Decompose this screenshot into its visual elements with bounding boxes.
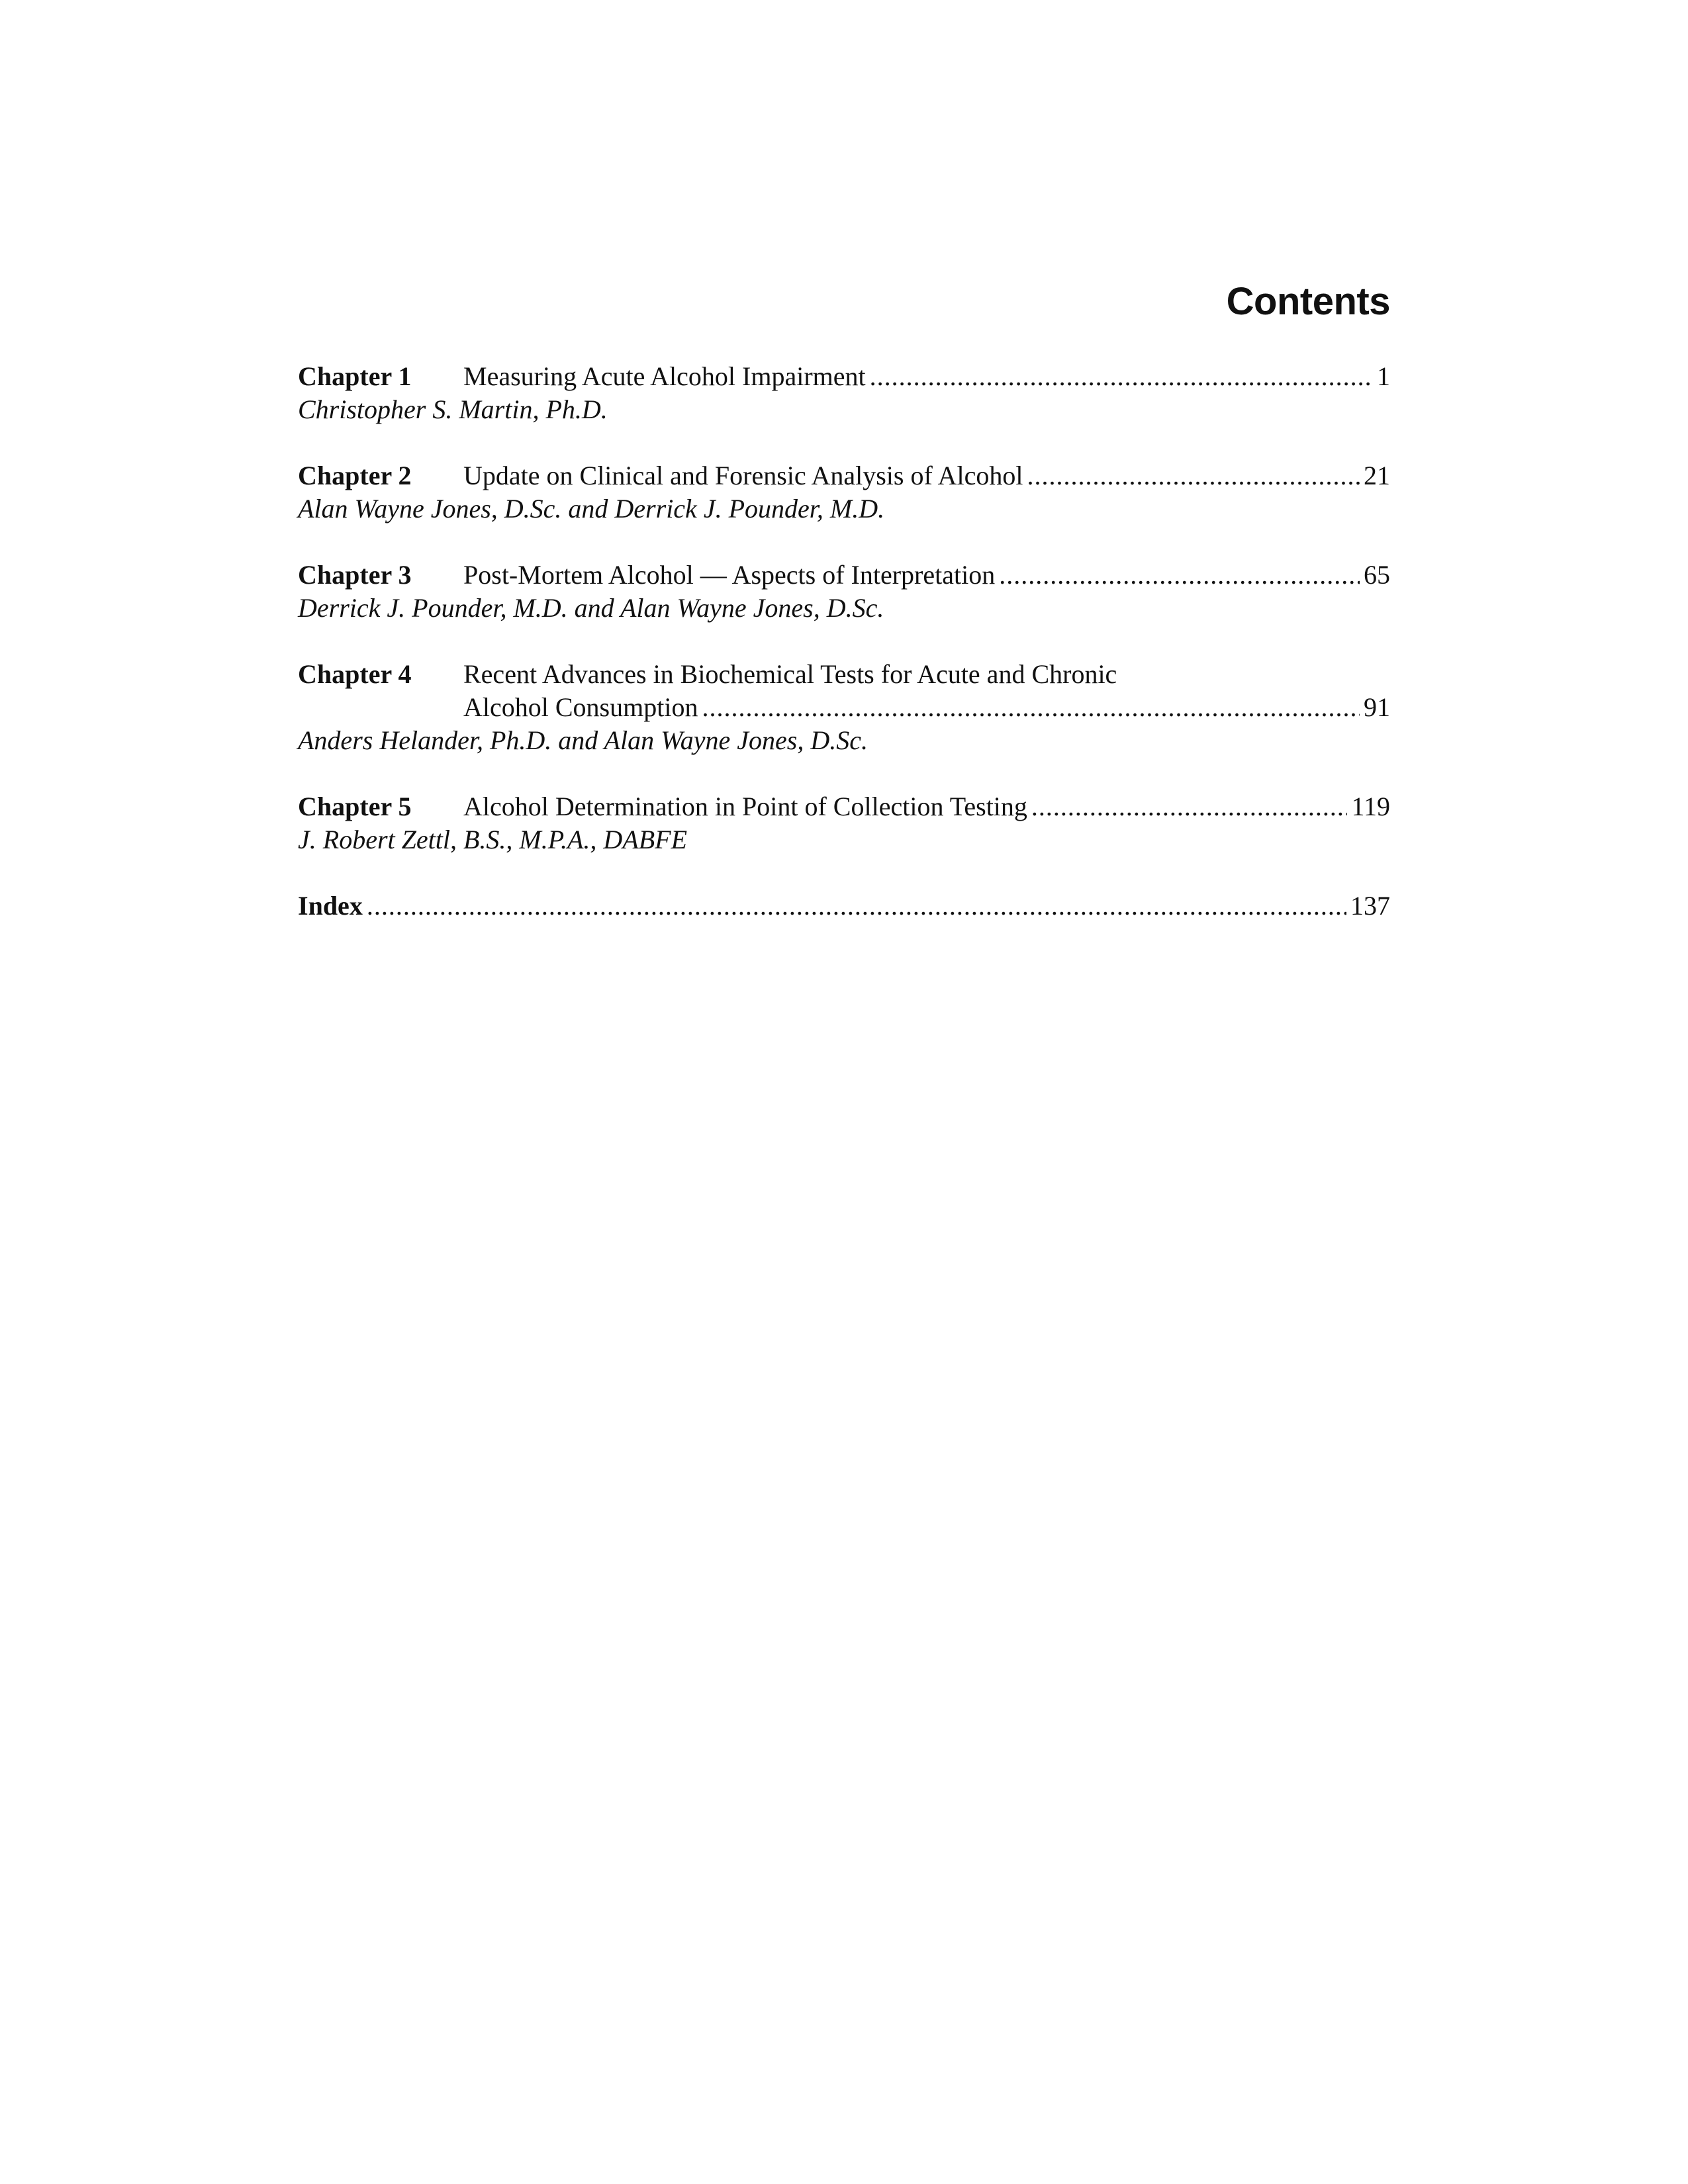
toc-entry-row (298, 559, 1390, 592)
chapter-label: Chapter 5 (298, 792, 412, 821)
page-number: 91 (1364, 692, 1390, 722)
chapter-title-line-1[interactable]: Recent Advances in Biochemical Tests for Acute and Chronic (463, 659, 1117, 689)
chapter-title[interactable]: Measuring Acute Alcohol Impairment (463, 361, 866, 391)
toc-entry-chapter-2[interactable] (298, 459, 1390, 525)
toc-entry-chapter-3[interactable] (298, 559, 1390, 625)
toc-entry-chapter-1[interactable] (298, 360, 1390, 426)
page-number: 119 (1351, 792, 1390, 821)
chapter-author: Alan Wayne Jones, D.Sc. and Derrick J. Pounder, M.D. (298, 494, 885, 523)
chapter-label: Chapter 4 (298, 659, 412, 689)
chapter-author: Anders Helander, Ph.D. and Alan Wayne Jones, D.Sc. (298, 725, 868, 755)
dot-leader (870, 360, 1373, 393)
toc-entry-row (298, 360, 1390, 393)
toc-entry-chapter-4[interactable] (298, 658, 1390, 757)
dot-leader (702, 691, 1360, 724)
chapter-author: Christopher S. Martin, Ph.D. (298, 394, 608, 424)
toc-entry-row (298, 459, 1390, 492)
chapter-author: Derrick J. Pounder, M.D. and Alan Wayne Jones, D.Sc. (298, 593, 884, 623)
toc-entry-continuation-row (298, 691, 1390, 724)
index-label[interactable]: Index (298, 891, 363, 921)
chapter-author: J. Robert Zettl, B.S., M.P.A., DABFE (298, 825, 688, 854)
toc-entry-row (298, 790, 1390, 823)
dot-leader (1031, 790, 1348, 823)
page-number: 137 (1350, 891, 1390, 921)
toc-entry-index[interactable] (298, 889, 1390, 923)
chapter-title[interactable]: Update on Clinical and Forensic Analysis of Alcohol (463, 461, 1023, 490)
page-number: 65 (1364, 560, 1390, 590)
page-title: Contents (1226, 280, 1390, 323)
chapter-title[interactable]: Alcohol Determination in Point of Collection Testing (463, 792, 1027, 821)
dot-leader (367, 889, 1346, 923)
toc-entry-row (298, 658, 1390, 691)
chapter-label: Chapter 1 (298, 361, 412, 391)
dot-leader (999, 559, 1360, 592)
toc-entry-row (298, 889, 1390, 923)
contents-page (298, 278, 1390, 923)
page-number: 21 (1364, 461, 1390, 490)
chapter-title[interactable]: Post-Mortem Alcohol — Aspects of Interpretation (463, 560, 996, 590)
chapter-label: Chapter 2 (298, 461, 412, 490)
page-number: 1 (1377, 361, 1390, 391)
chapter-label: Chapter 3 (298, 560, 412, 590)
chapter-title-line-2[interactable]: Alcohol Consumption (463, 692, 698, 722)
dot-leader (1027, 459, 1360, 492)
toc-entry-chapter-5[interactable] (298, 790, 1390, 856)
